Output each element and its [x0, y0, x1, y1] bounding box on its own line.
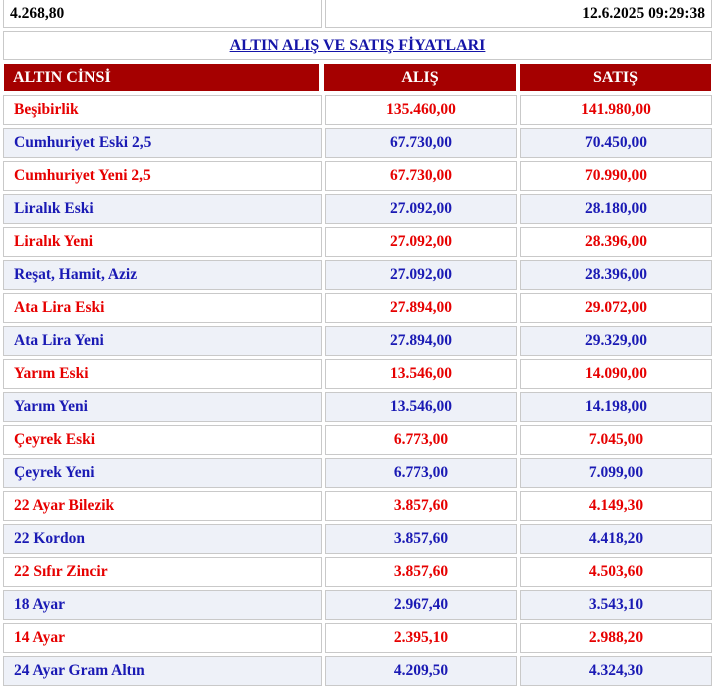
sell-price-cell: 28.396,00	[520, 260, 712, 290]
sell-price-cell: 28.180,00	[520, 194, 712, 224]
sell-price-cell: 3.543,10	[520, 590, 712, 620]
sell-price-cell: 7.099,00	[520, 458, 712, 488]
header-left-value: 4.268,80	[3, 0, 322, 28]
buy-price-cell: 6.773,00	[325, 425, 517, 455]
column-header-name: ALTIN CİNSİ	[3, 63, 320, 92]
sell-price-cell: 4.418,20	[520, 524, 712, 554]
buy-price-cell: 27.894,00	[325, 293, 517, 323]
gold-type-cell: Yarım Yeni	[3, 392, 322, 422]
sell-price-cell: 14.090,00	[520, 359, 712, 389]
gold-type-cell: 22 Sıfır Zincir	[3, 557, 322, 587]
gold-type-cell: Liralık Yeni	[3, 227, 322, 257]
gold-type-cell: Cumhuriyet Eski 2,5	[3, 128, 322, 158]
sell-price-cell: 4.324,30	[520, 656, 712, 686]
column-header-buy: ALIŞ	[323, 63, 517, 92]
sell-price-cell: 141.980,00	[520, 95, 712, 125]
sell-price-cell: 14.198,00	[520, 392, 712, 422]
buy-price-cell: 13.546,00	[325, 359, 517, 389]
gold-type-cell: 18 Ayar	[3, 590, 322, 620]
gold-type-cell: Ata Lira Yeni	[3, 326, 322, 356]
buy-price-cell: 3.857,60	[325, 557, 517, 587]
gold-type-cell: Liralık Eski	[3, 194, 322, 224]
buy-price-cell: 67.730,00	[325, 161, 517, 191]
sell-price-cell: 70.990,00	[520, 161, 712, 191]
gold-type-cell: 24 Ayar Gram Altın	[3, 656, 322, 686]
gold-type-cell: 14 Ayar	[3, 623, 322, 653]
gold-type-cell: Çeyrek Eski	[3, 425, 322, 455]
gold-type-cell: 22 Ayar Bilezik	[3, 491, 322, 521]
buy-price-cell: 67.730,00	[325, 128, 517, 158]
gold-type-cell: 22 Kordon	[3, 524, 322, 554]
sell-price-cell: 29.072,00	[520, 293, 712, 323]
buy-price-cell: 27.894,00	[325, 326, 517, 356]
gold-type-cell: Beşibirlik	[3, 95, 322, 125]
page-title-link[interactable]: ALTIN ALIŞ VE SATIŞ FİYATLARI	[3, 31, 712, 60]
buy-price-cell: 13.546,00	[325, 392, 517, 422]
buy-price-cell: 27.092,00	[325, 260, 517, 290]
sell-price-cell: 4.503,60	[520, 557, 712, 587]
sell-price-cell: 28.396,00	[520, 227, 712, 257]
sell-price-cell: 2.988,20	[520, 623, 712, 653]
buy-price-cell: 135.460,00	[325, 95, 517, 125]
buy-price-cell: 6.773,00	[325, 458, 517, 488]
column-header-sell: SATIŞ	[519, 63, 712, 92]
buy-price-cell: 3.857,60	[325, 491, 517, 521]
gold-type-cell: Cumhuriyet Yeni 2,5	[3, 161, 322, 191]
gold-type-cell: Yarım Eski	[3, 359, 322, 389]
gold-type-cell: Reşat, Hamit, Aziz	[3, 260, 322, 290]
buy-price-cell: 2.967,40	[325, 590, 517, 620]
sell-price-cell: 7.045,00	[520, 425, 712, 455]
sell-price-cell: 4.149,30	[520, 491, 712, 521]
header-datetime: 12.6.2025 09:29:38	[325, 0, 712, 28]
gold-type-cell: Ata Lira Eski	[3, 293, 322, 323]
sell-price-cell: 70.450,00	[520, 128, 712, 158]
buy-price-cell: 4.209,50	[325, 656, 517, 686]
gold-type-cell: Çeyrek Yeni	[3, 458, 322, 488]
buy-price-cell: 3.857,60	[325, 524, 517, 554]
buy-price-cell: 27.092,00	[325, 194, 517, 224]
sell-price-cell: 29.329,00	[520, 326, 712, 356]
buy-price-cell: 27.092,00	[325, 227, 517, 257]
buy-price-cell: 2.395,10	[325, 623, 517, 653]
